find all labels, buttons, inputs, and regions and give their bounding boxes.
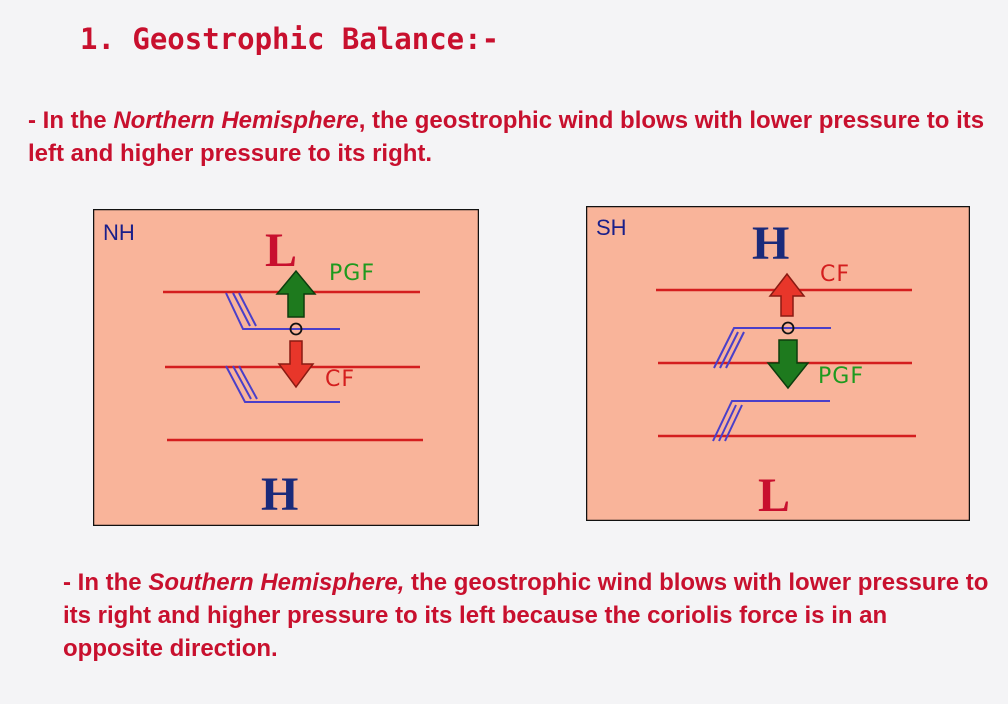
sh-diagram-panel bbox=[586, 206, 970, 521]
nh-panel-label: NH bbox=[103, 220, 135, 245]
sh-para-suffix: the geostrophic wind blows with lower pressure to its right and higher pressure to its left because the coriolis force is in an opposite direction. bbox=[63, 569, 989, 662]
nh-para-suffix: , the geostrophic wind blows with lower pressure to its left and higher pressure to its right. bbox=[28, 107, 985, 167]
sh-low-pressure-letter: L bbox=[758, 469, 791, 522]
nh-high-pressure-letter: H bbox=[261, 468, 299, 521]
sh-pgf-label: PGF bbox=[818, 364, 864, 389]
sh-high-pressure-letter: H bbox=[752, 217, 790, 270]
nh-para-emphasis: Northern Hemisphere bbox=[113, 107, 359, 134]
nh-low-pressure-letter: L bbox=[265, 224, 298, 277]
northern-hemisphere-paragraph bbox=[28, 104, 988, 170]
sh-para-emphasis: Southern Hemisphere, bbox=[148, 569, 405, 596]
nh-diagram-panel bbox=[93, 209, 479, 526]
nh-cf-label: CF bbox=[325, 367, 356, 392]
sh-para-prefix: - In the bbox=[63, 569, 149, 596]
nh-para-prefix: - In the bbox=[28, 107, 114, 134]
slide-title: 1. Geostrophic Balance:- bbox=[80, 22, 500, 56]
nh-pgf-label: PGF bbox=[329, 261, 375, 286]
southern-hemisphere-paragraph bbox=[63, 566, 993, 665]
sh-cf-label: CF bbox=[820, 262, 851, 287]
sh-panel-label: SH bbox=[596, 215, 627, 240]
